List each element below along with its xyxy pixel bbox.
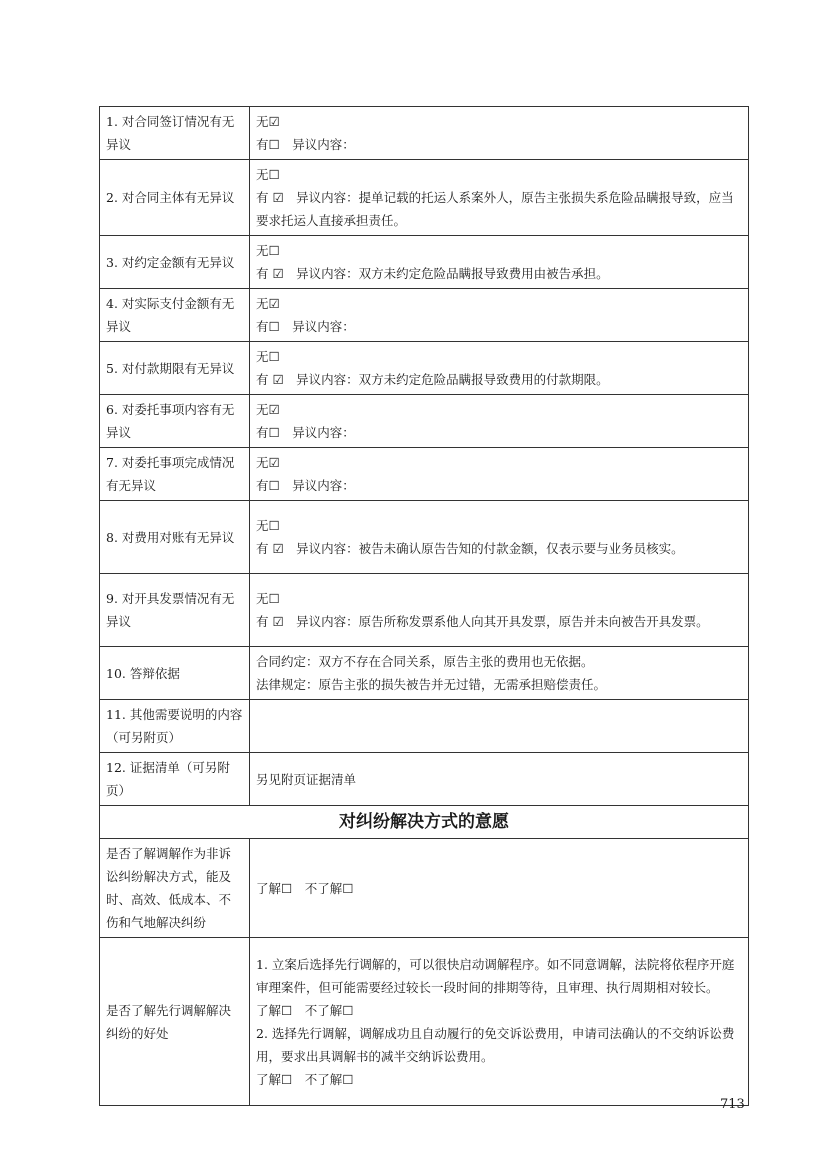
answer-line: 2. 选择先行调解，调解成功且自动履行的免交诉讼费用，申请司法确认的不交纳诉讼费用，要求出具调解书的减半交纳诉讼费用。 [256,1025,735,1064]
question-cell: 4. 对实际支付金额有无异议 [100,289,250,342]
answer-cell [250,342,749,395]
question-cell: 5. 对付款期限有无异议 [100,342,250,395]
question-cell: 2. 对合同主体有无异议 [100,160,250,236]
table-row [100,753,749,806]
answer-line: 无☐ [256,518,280,533]
question-cell: 7. 对委托事项完成情况有无异议 [100,448,250,501]
answer-line: 有☐ 异议内容： [256,319,355,334]
answer-cell [250,647,749,700]
answer-line: 有 ☑ 异议内容：提单记载的托运人系案外人，原告主张损失系危险品瞒报导致，应当要求托运人直接承担责任。 [256,190,734,228]
answer-cell [250,236,749,289]
answer-cell [250,753,749,806]
question-cell: 9. 对开具发票情况有无异议 [100,574,250,647]
question-cell: 11. 其他需要说明的内容（可另附页） [100,700,250,753]
question-cell: 6. 对委托事项内容有无异议 [100,395,250,448]
table-row [100,574,749,647]
answer-line: 另见附页证据清单 [256,771,357,787]
table-row [100,342,749,395]
answer-cell [250,160,749,236]
answer-line: 合同约定：双方不存在合同关系，原告主张的费用也无依据。 [256,654,594,669]
table-row [100,236,749,289]
answer-line: 有☐ 异议内容： [256,137,355,152]
answer-cell [250,938,749,1106]
answer-cell [250,501,749,574]
table-row [100,289,749,342]
answer-cell [250,289,749,342]
answer-line: 无☑ [256,296,280,311]
answer-cell [250,448,749,501]
question-cell: 是否了解调解作为非诉讼纠纷解决方式，能及时、高效、低成本、不伤和气地解决纠纷 [100,839,250,938]
table-row [100,938,749,1106]
answer-line: 无☑ [256,114,280,129]
answer-line: 无☑ [256,455,280,470]
table-row [100,501,749,574]
table-row [100,160,749,236]
section-title: 对纠纷解决方式的意愿 [100,806,749,839]
answer-cell [250,395,749,448]
answer-line: 有☐ 异议内容： [256,478,355,493]
answer-line: 无☐ [256,349,280,364]
answer-line: 有 ☑ 异议内容：原告所称发票系他人向其开具发票，原告并未向被告开具发票。 [256,614,709,629]
question-cell: 8. 对费用对账有无异议 [100,501,250,574]
section-header-row [100,806,749,839]
page-number: 713 [720,1097,745,1112]
response-form-table [99,106,749,1106]
question-cell: 是否了解先行调解解决纠纷的好处 [100,938,250,1106]
answer-cell [250,839,749,938]
question-cell: 3. 对约定金额有无异议 [100,236,250,289]
question-cell: 12. 证据清单（可另附页） [100,753,250,806]
answer-line: 有 ☑ 异议内容：被告未确认原告告知的付款金额，仅表示要与业务员核实。 [256,541,684,556]
answer-cell [250,574,749,647]
answer-line: 有☐ 异议内容： [256,425,355,440]
answer-line: 有 ☑ 异议内容：双方未约定危险品瞒报导致费用的付款期限。 [256,372,609,387]
table-row [100,647,749,700]
answer-line: 了解☐ 不了解☐ [256,1071,354,1087]
table-row [100,700,749,753]
answer-cell-empty [250,700,749,753]
answer-line: 无☐ [256,167,280,182]
question-cell: 1. 对合同签订情况有无异议 [100,107,250,160]
answer-line: 1. 立案后选择先行调解的，可以很快启动调解程序。如不同意调解，法院将依程序开庭审理案件，但可能需要经过较长一段时间的排期等待，且审理、执行周期相对较长。 [256,956,735,995]
answer-line: 了解☐ 不了解☐ [256,880,354,896]
answer-line: 有 ☑ 异议内容：双方未约定危险品瞒报导致费用由被告承担。 [256,266,609,281]
answer-line: 无☐ [256,591,280,606]
table-row [100,448,749,501]
answer-line: 了解☐ 不了解☐ [256,1002,354,1018]
table-row [100,395,749,448]
answer-line: 无☑ [256,402,280,417]
answer-cell [250,107,749,160]
answer-line: 无☐ [256,243,280,258]
table-row [100,107,749,160]
table-row [100,839,749,938]
question-cell: 10. 答辩依据 [100,647,250,700]
answer-line: 法律规定：原告主张的损失被告并无过错，无需承担赔偿责任。 [256,677,607,692]
